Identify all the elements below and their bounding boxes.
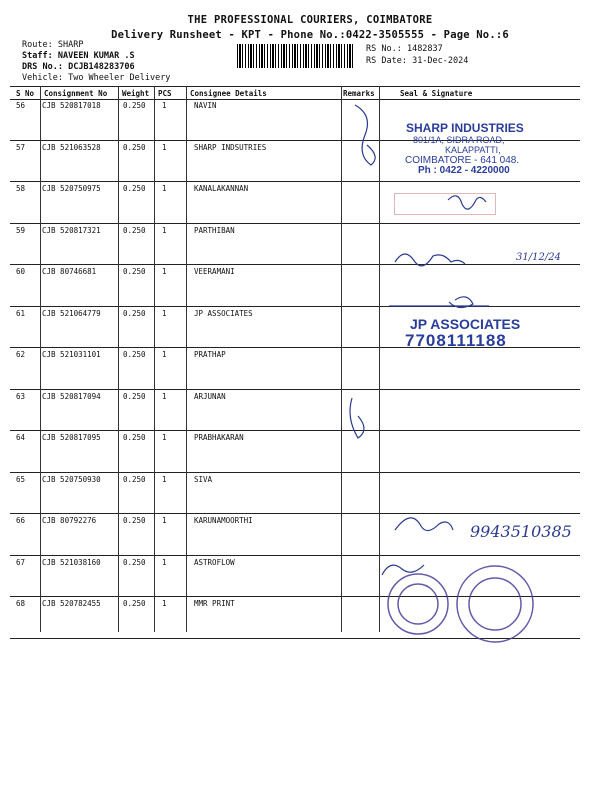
row-sno: 64 — [16, 433, 26, 442]
row-pcs: 1 — [162, 308, 167, 318]
row-sno: 65 — [16, 474, 26, 484]
row-sno: 63 — [16, 391, 26, 401]
row-sno: 67 — [16, 557, 26, 567]
col-seal: Seal & Signature — [400, 89, 473, 98]
row-consignment: CJB 520817095 — [42, 433, 101, 442]
row-consignment: CJB 521064779 — [42, 308, 101, 318]
col-remarks: Remarks — [343, 89, 375, 98]
row-weight: 0.250 — [123, 184, 146, 193]
row-weight: 0.250 — [123, 101, 146, 110]
row-consignment: CJB 520782455 — [42, 599, 101, 608]
round-stamp-left-inner — [398, 584, 438, 624]
row-weight: 0.250 — [123, 267, 146, 276]
round-stamp-left — [388, 574, 448, 634]
row-pcs: 1 — [162, 516, 167, 525]
row-weight: 0.250 — [123, 557, 146, 567]
row-consignee: KANALAKANNAN — [194, 184, 249, 193]
row-consignee: SHARP INDSUTRIES — [194, 142, 267, 152]
row-consignee: ARJUNAN — [194, 391, 226, 401]
row-consignee: VEERAMANI — [194, 267, 235, 276]
sharp-stamp-name: SHARP INDUSTRIES — [406, 121, 524, 135]
row-pcs: 1 — [162, 225, 167, 235]
sharp-stamp-phone: Ph : 0422 - 4220000 — [418, 165, 510, 176]
rs-date-label: RS Date: — [366, 56, 407, 66]
row-pcs: 1 — [162, 142, 167, 152]
row-consignment: CJB 520817018 — [42, 101, 101, 110]
row-weight: 0.250 — [123, 225, 146, 235]
row-sno: 56 — [16, 101, 26, 110]
row-sno: 57 — [16, 142, 26, 152]
row-pcs: 1 — [162, 350, 167, 359]
sharp-stamp-address-1: 801/1A, SIDRA ROAD, — [413, 135, 505, 145]
route-value: SHARP — [57, 40, 84, 50]
row-weight: 0.250 — [123, 474, 146, 484]
row-consignment: CJB 520750930 — [42, 474, 101, 484]
row-pcs: 1 — [162, 101, 167, 110]
handwritten-signature-60 — [395, 254, 465, 266]
vehicle-value: Two Wheeler Delivery — [68, 73, 171, 83]
row-pcs: 1 — [162, 474, 167, 484]
row-consignment: CJB 521063528 — [42, 142, 101, 152]
seal-signature-66 — [395, 518, 453, 531]
row-pcs: 1 — [162, 433, 167, 442]
row-weight: 0.250 — [123, 142, 146, 152]
row-consignee: NAVIN — [194, 101, 217, 110]
col-consignment: Consignment No — [44, 89, 108, 98]
sharp-stamp-address-2: KALAPPATTI, — [445, 145, 501, 155]
runsheet-subtitle: Delivery Runsheet - KPT - Phone No.:0422-3505555 - Page No.:6 — [111, 29, 509, 41]
row-weight: 0.250 — [123, 516, 146, 525]
row-consignee: PRATHAP — [194, 350, 226, 359]
row-pcs: 1 — [162, 267, 167, 276]
row-sno: 66 — [16, 516, 26, 525]
vehicle-label: Vehicle: — [22, 73, 63, 83]
row-pcs: 1 — [162, 599, 167, 608]
col-weight: Weight — [122, 89, 150, 98]
handwritten-date: 31/12/24 — [516, 252, 561, 263]
rs-no-value: 1482837 — [406, 44, 443, 54]
route-label: Route: — [22, 40, 53, 50]
round-stamp-right-inner — [469, 578, 521, 630]
handwritten-phone: 9943510385 — [470, 522, 572, 541]
row-consignment: CJB 520750975 — [42, 184, 101, 193]
remark-signature-63 — [350, 398, 364, 438]
drs-value: DCJB148283706 — [68, 62, 135, 72]
row-consignee: JP ASSOCIATES — [194, 308, 253, 318]
remark-signature-1 — [355, 105, 375, 165]
company-title: THE PROFESSIONAL COURIERS, COIMBATORE — [187, 14, 433, 26]
col-pcs: PCS — [158, 89, 172, 98]
row-pcs: 1 — [162, 184, 167, 193]
seal-signature-61 — [389, 297, 489, 308]
row-consignee: KARUNAMOORTHI — [194, 516, 253, 525]
row-consignment: CJB 80792276 — [42, 516, 97, 525]
row-weight: 0.250 — [123, 599, 146, 608]
col-sno: S No — [16, 89, 35, 98]
rs-date-value: 31-Dec-2024 — [412, 56, 469, 66]
row-consignment: CJB 520817321 — [42, 225, 101, 235]
row-weight: 0.250 — [123, 391, 146, 401]
jp-stamp-phone: 7708111188 — [405, 331, 507, 350]
col-consignee: Consignee Details — [190, 89, 267, 98]
row-weight: 0.250 — [123, 433, 146, 442]
row-sno: 58 — [16, 184, 26, 193]
row-consignee: SIVA — [194, 474, 213, 484]
rs-no-label: RS No.: — [366, 44, 402, 54]
row-sno: 62 — [16, 350, 26, 359]
row-consignment: CJB 521038160 — [42, 557, 101, 567]
drs-label: DRS No.: — [22, 62, 63, 72]
row-consignment: CJB 520817094 — [42, 391, 101, 401]
row-weight: 0.250 — [123, 308, 146, 318]
row-consignee: ASTROFLOW — [194, 557, 235, 567]
row-consignment: CJB 80746681 — [42, 267, 97, 276]
row-consignee: PARTHIBAN — [194, 225, 235, 235]
seal-signature-58 — [448, 196, 486, 209]
row-consignee: MMR PRINT — [194, 599, 235, 608]
staff-label: Staff: — [22, 51, 53, 61]
row-pcs: 1 — [162, 391, 167, 401]
row-weight: 0.250 — [123, 350, 146, 359]
row-consignment: CJB 521031101 — [42, 350, 101, 359]
row-sno: 59 — [16, 225, 26, 235]
row-sno: 61 — [16, 308, 26, 318]
row-sno: 60 — [16, 267, 26, 276]
row-pcs: 1 — [162, 557, 167, 567]
row-sno: 68 — [16, 599, 26, 608]
row-consignee: PRABHAKARAN — [194, 433, 244, 442]
staff-value: NAVEEN KUMAR .S — [57, 51, 135, 61]
jp-stamp-name: JP ASSOCIATES — [410, 316, 521, 332]
sharp-stamp-address-3: COIMBATORE - 641 048. — [405, 155, 520, 166]
